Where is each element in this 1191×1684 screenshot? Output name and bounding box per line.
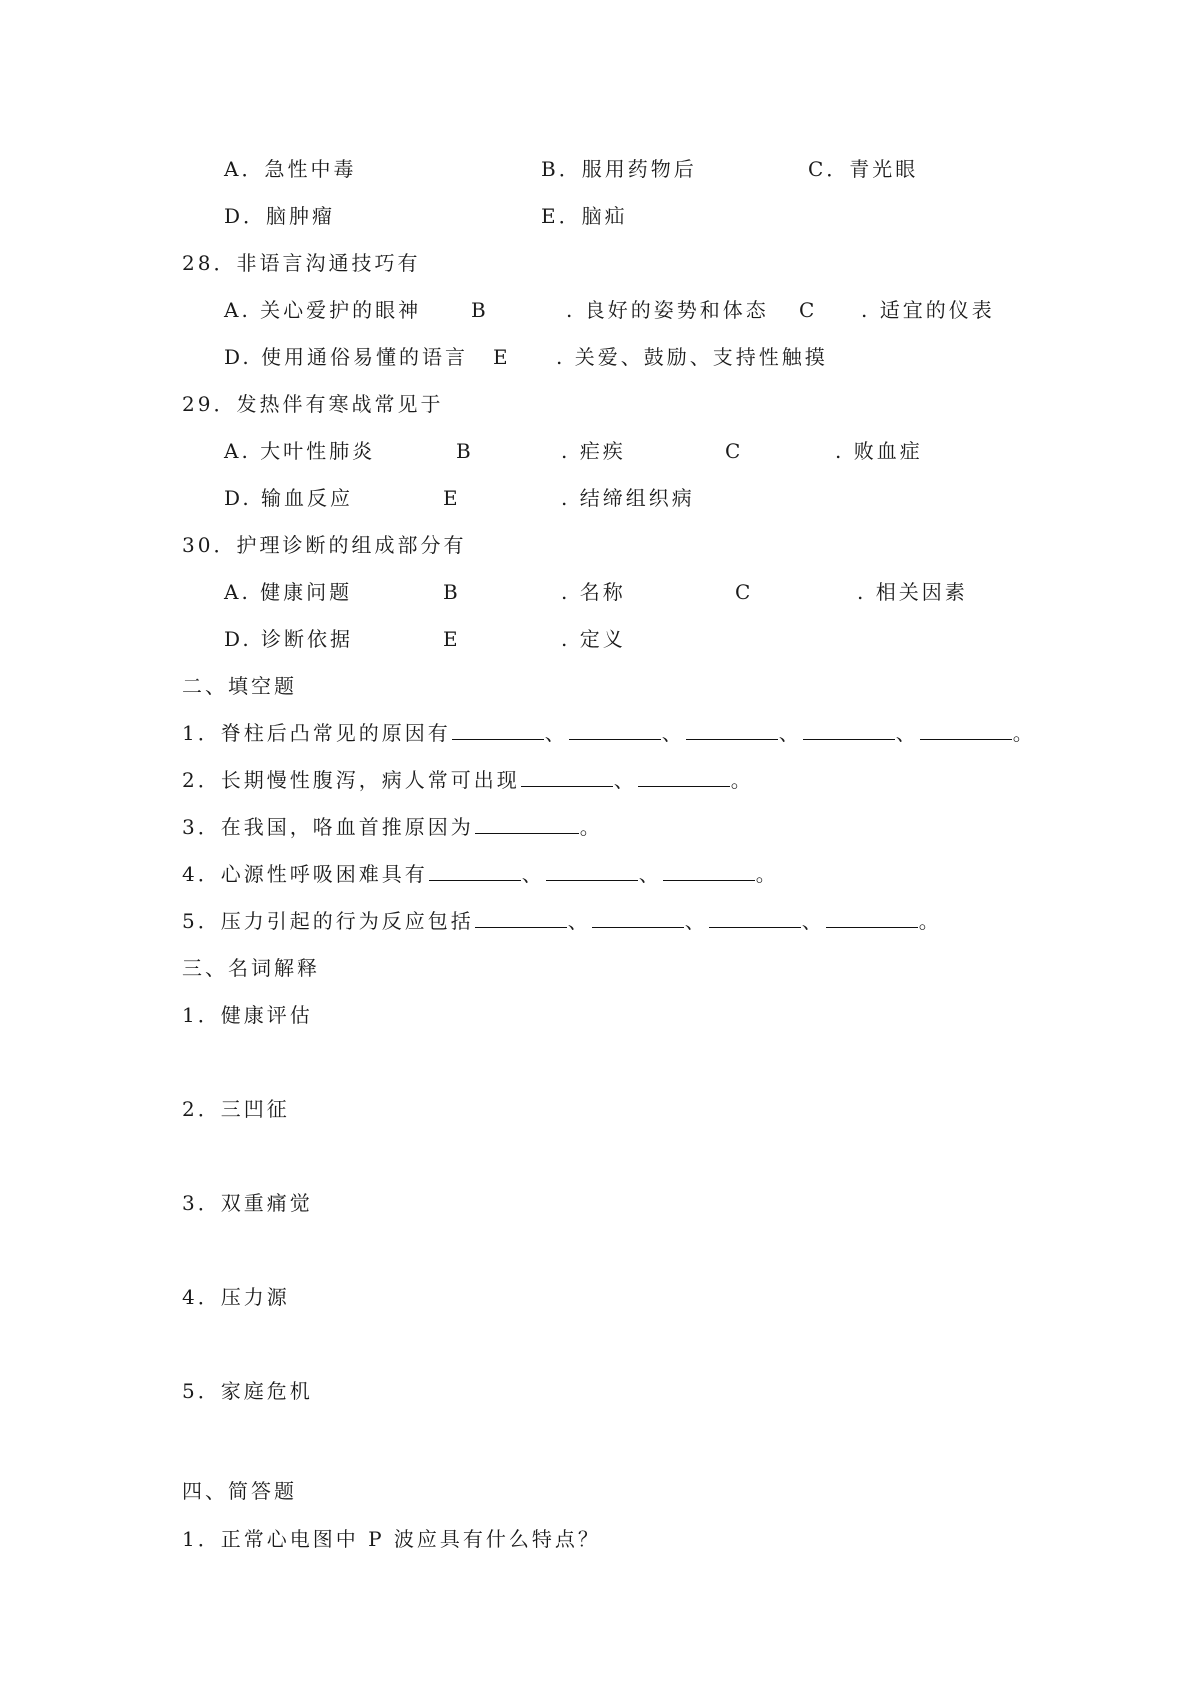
fill-question-5 bbox=[182, 909, 942, 933]
separator: 、 bbox=[521, 862, 545, 886]
q29-option-c-text: . 败血症 bbox=[835, 439, 923, 463]
answer-blank[interactable] bbox=[826, 909, 918, 928]
definition-item-4: 4．压力源 bbox=[182, 1285, 290, 1309]
answer-blank[interactable] bbox=[475, 909, 567, 928]
q28-option-c-text: . 适宜的仪表 bbox=[861, 298, 995, 322]
fill-question-4-text: 4．心源性呼吸困难具有 bbox=[182, 862, 428, 886]
q30-option-d: D. 诊断依据 bbox=[224, 627, 354, 651]
section-heading-short-answer: 四、简答题 bbox=[182, 1479, 297, 1503]
end-mark: 。 bbox=[579, 815, 603, 839]
q30-option-a: A. 健康问题 bbox=[224, 580, 353, 604]
answer-blank[interactable] bbox=[521, 768, 613, 787]
q28-option-a: A. 关心爱护的眼神 bbox=[224, 298, 422, 322]
answer-blank[interactable] bbox=[803, 721, 895, 740]
q27-option-b: B．服用药物后 bbox=[541, 157, 697, 181]
q28-option-b-letter: B bbox=[471, 298, 489, 322]
separator: 、 bbox=[684, 909, 708, 933]
answer-blank[interactable] bbox=[429, 862, 521, 881]
q30-option-e-text: . 定义 bbox=[561, 627, 626, 651]
answer-blank[interactable] bbox=[920, 721, 1012, 740]
q27-option-d: D．脑肿瘤 bbox=[224, 204, 336, 228]
separator: 、 bbox=[638, 862, 662, 886]
q29-option-d: D. 输血反应 bbox=[224, 486, 354, 510]
fill-question-1 bbox=[182, 721, 1036, 745]
answer-blank[interactable] bbox=[452, 721, 544, 740]
q28-option-d: D. 使用通俗易懂的语言 bbox=[224, 345, 469, 369]
q29-option-a: A. 大叶性肺炎 bbox=[224, 439, 376, 463]
separator: 、 bbox=[778, 721, 802, 745]
q27-option-c: C．青光眼 bbox=[808, 157, 919, 181]
answer-blank[interactable] bbox=[475, 815, 579, 834]
fill-question-4 bbox=[182, 862, 779, 886]
q27-option-a: A．急性中毒 bbox=[224, 157, 357, 181]
fill-question-3-text: 3．在我国，咯血首推原因为 bbox=[182, 815, 474, 839]
separator: 、 bbox=[661, 721, 685, 745]
fill-question-2-text: 2．长期慢性腹泻，病人常可出现 bbox=[182, 768, 520, 792]
definition-item-5: 5．家庭危机 bbox=[182, 1379, 313, 1403]
section-heading-fill-in: 二、填空题 bbox=[182, 674, 297, 698]
q28-option-e-letter: E bbox=[493, 345, 511, 369]
fill-question-5-text: 5．压力引起的行为反应包括 bbox=[182, 909, 474, 933]
q30-option-c-text: . 相关因素 bbox=[857, 580, 968, 604]
answer-blank[interactable] bbox=[709, 909, 801, 928]
q30-option-b-letter: B bbox=[443, 580, 461, 604]
q30-option-b-text: . 名称 bbox=[561, 580, 626, 604]
q29-option-b-letter: B bbox=[456, 439, 474, 463]
separator: 、 bbox=[801, 909, 825, 933]
end-mark: 。 bbox=[730, 768, 754, 792]
q28-stem: 28．非语言沟通技巧有 bbox=[182, 251, 421, 275]
q30-stem: 30．护理诊断的组成部分有 bbox=[182, 533, 467, 557]
answer-blank[interactable] bbox=[663, 862, 755, 881]
short-answer-item-1: 1．正常心电图中 P 波应具有什么特点？ bbox=[182, 1527, 601, 1551]
definition-item-1: 1．健康评估 bbox=[182, 1003, 313, 1027]
q30-option-c-letter: C bbox=[735, 580, 754, 604]
fill-question-3 bbox=[182, 815, 603, 839]
separator: 、 bbox=[895, 721, 919, 745]
fill-question-2 bbox=[182, 768, 754, 792]
q29-option-e-text: . 结缔组织病 bbox=[561, 486, 695, 510]
q29-option-c-letter: C bbox=[725, 439, 744, 463]
answer-blank[interactable] bbox=[638, 768, 730, 787]
q29-stem: 29．发热伴有寒战常见于 bbox=[182, 392, 444, 416]
q29-option-e-letter: E bbox=[443, 486, 461, 510]
section-heading-definitions: 三、名词解释 bbox=[182, 956, 320, 980]
answer-blank[interactable] bbox=[592, 909, 684, 928]
end-mark: 。 bbox=[1012, 721, 1036, 745]
q27-option-e: E．脑疝 bbox=[541, 204, 628, 228]
end-mark: 。 bbox=[918, 909, 942, 933]
end-mark: 。 bbox=[755, 862, 779, 886]
q29-option-b-text: . 疟疾 bbox=[561, 439, 626, 463]
separator: 、 bbox=[567, 909, 591, 933]
separator: 、 bbox=[613, 768, 637, 792]
q30-option-e-letter: E bbox=[443, 627, 461, 651]
q28-option-b-text: . 良好的姿势和体态 bbox=[566, 298, 769, 322]
q28-option-e-text: . 关爱、鼓励、支持性触摸 bbox=[556, 345, 828, 369]
q28-option-c-letter: C bbox=[799, 298, 818, 322]
separator: 、 bbox=[544, 721, 568, 745]
definition-item-3: 3．双重痛觉 bbox=[182, 1191, 313, 1215]
answer-blank[interactable] bbox=[569, 721, 661, 740]
answer-blank[interactable] bbox=[686, 721, 778, 740]
answer-blank[interactable] bbox=[546, 862, 638, 881]
definition-item-2: 2．三凹征 bbox=[182, 1097, 290, 1121]
fill-question-1-text: 1．脊柱后凸常见的原因有 bbox=[182, 721, 451, 745]
